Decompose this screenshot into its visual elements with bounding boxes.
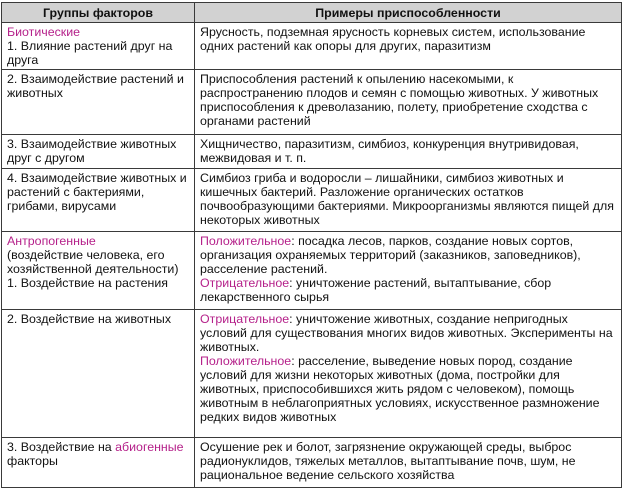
table-row bbox=[2, 23, 622, 70]
negative-effect bbox=[200, 312, 616, 354]
factor-cell bbox=[2, 169, 195, 232]
factor-cell bbox=[2, 437, 195, 487]
factor-text: 2. Воздействие на животных bbox=[7, 312, 172, 327]
factor-text: 1. Воздействие на растения bbox=[7, 275, 169, 290]
table-row bbox=[2, 134, 622, 168]
table-row bbox=[2, 169, 622, 232]
biotic-heading: Биотические bbox=[7, 25, 81, 39]
negative-label: Отрицательное bbox=[200, 312, 290, 327]
example-cell bbox=[195, 310, 622, 437]
table-row bbox=[2, 231, 622, 310]
header-examples: Примеры приспособленности bbox=[195, 3, 622, 23]
example-cell bbox=[195, 169, 622, 232]
positive-effect bbox=[200, 354, 616, 424]
factor-cell bbox=[2, 70, 195, 135]
table-header-row bbox=[2, 3, 622, 23]
table-row bbox=[2, 70, 622, 135]
example-text: Ярусность, подземная ярусность корневых систем, использование одних растений как опоры для других, паразитизм bbox=[200, 25, 586, 53]
example-text: Осушение рек и болот, загрязнение окружающей среды, выброс радионуклидов, тяжелых металлов, вытаптывание почв, шум, не рациональное ведение сельского хозяйства bbox=[200, 439, 576, 482]
positive-label: Положительное bbox=[200, 354, 292, 369]
table-row bbox=[2, 437, 622, 487]
factor-cell bbox=[2, 231, 195, 310]
negative-text: : уничтожение животных, создание непригодных условий для существования многих видов животных. Эксперименты на животных. bbox=[200, 312, 613, 355]
example-text: Приспособления растений к опылению насекомыми, к распространению плодов и семян с помощью животных. У животных приспособления к древолазанию, полету, приобретение сходства с органами растений bbox=[200, 72, 599, 129]
negative-effect bbox=[200, 276, 616, 304]
header-groups: Группы факторов bbox=[2, 3, 195, 23]
table-row bbox=[2, 310, 622, 437]
factors-table bbox=[1, 2, 622, 488]
factor-text: 1. Влияние растений друг на друга bbox=[7, 39, 173, 67]
positive-text: : расселение, выведение новых пород, создание условий для жизни некоторых животных (дома, постройки для животных, приспособившихся жить рядом с человеком), помощь животным в неблагоприятных условиях, искусственное размножение редких видов животных bbox=[200, 354, 600, 425]
factor-suffix: факторы bbox=[7, 453, 58, 468]
negative-label: Отрицательное bbox=[200, 275, 290, 290]
example-text: Хищничество, паразитизм, симбиоз, конкуренция внутривидовая, межвидовая и т. п. bbox=[200, 136, 579, 165]
factor-prefix: 3. Воздействие на bbox=[7, 439, 116, 454]
factor-text: 4. Взаимодействие животных и растений с бактериями, грибами, вирусами bbox=[7, 171, 187, 214]
negative-text: : уничтожение растений, вытаптывание, сбор лекарственного сырья bbox=[200, 275, 552, 304]
example-cell bbox=[195, 231, 622, 310]
factor-cell bbox=[2, 310, 195, 437]
factor-cell bbox=[2, 134, 195, 168]
example-cell bbox=[195, 23, 622, 70]
factor-text: 3. Взаимодействие животных друг с другом bbox=[7, 136, 177, 165]
example-cell bbox=[195, 134, 622, 168]
anthropogenic-note: (воздействие человека, его хозяйственной деятельности) bbox=[7, 247, 179, 276]
positive-text: : посадка лесов, парков, создание новых сортов, организация охраняемых территорий (заказников, заповедников), расселение растений. bbox=[200, 233, 581, 276]
factor-accent: абиогенные bbox=[115, 439, 184, 454]
example-cell bbox=[195, 437, 622, 487]
example-cell bbox=[195, 70, 622, 135]
anthropogenic-heading: Антропогенные bbox=[7, 233, 96, 248]
positive-effect bbox=[200, 234, 616, 276]
factor-text: 2. Взаимодействие растений и животных bbox=[7, 72, 184, 101]
positive-label: Положительное bbox=[200, 233, 292, 248]
factor-cell bbox=[2, 23, 195, 70]
example-text: Симбиоз гриба и водоросли – лишайники, симбиоз животных и кишечных бактерий. Разложение органических остатков почвообразующими бактериями. Микроорганизмы являются пищей для некоторых животных bbox=[200, 171, 614, 228]
